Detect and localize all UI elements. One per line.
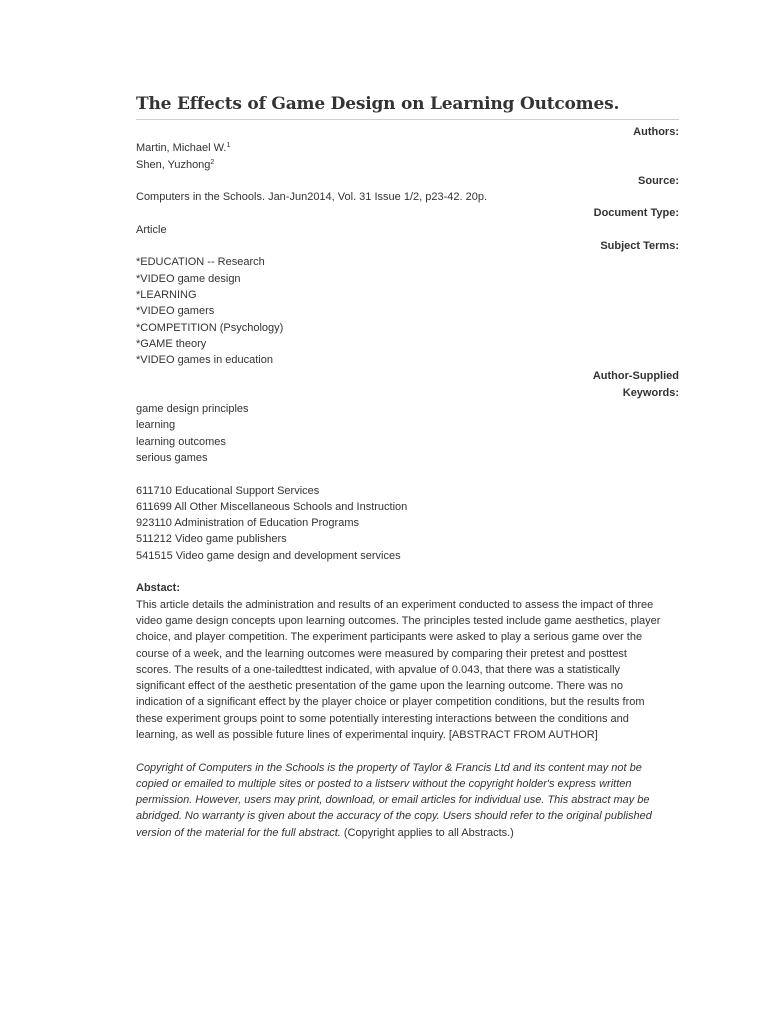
keyword: game design principles [136,403,249,416]
authors-label: Authors: [633,126,679,138]
abstract-line: course of a week, and the learning outcomes were measured by comparing their pretest and posttest [136,647,627,660]
naics-code: 541515 Video game design and development services [136,549,401,562]
abstract-text [136,597,679,744]
document-record [136,92,679,841]
naics-code: 511212 Video game publishers [136,533,287,546]
source-value: Computers in the Schools. Jan-Jun2014, Vol. 31 Issue 1/2, p23-42. 20p. [136,191,488,204]
document-type-value: Article [136,223,167,236]
naics-code: 611710 Educational Support Services [136,484,320,497]
keyword: serious games [136,451,208,464]
abstract-line: choice, and player competition. The experiment participants were asked to play a serious game over the [136,631,643,644]
naics-code: 611699 All Other Miscellaneous Schools and Instruction [136,500,408,513]
subject-term: *LEARNING [136,288,197,301]
keyword: learning [136,419,176,432]
keywords-label: Keywords: [622,386,679,399]
subject-term: *VIDEO games in education [136,354,273,367]
naics-code: 923110 Administration of Education Programs [136,517,359,530]
copyright-line: Copyright of Computers in the Schools is the property of Taylor & Francis Ltd and its content may not be [136,761,642,774]
author-item: Shen, Yuzhong$^2$ [136,158,215,171]
source-label: Source: [638,174,679,187]
subject-terms-label: Subject Terms: [600,240,679,253]
copyright-notice [136,760,679,841]
subject-term: *COMPETITION (Psychology) [136,321,284,334]
copyright-line: abridged. No warranty is given about the accuracy of the copy. Users should refer to the original published [136,810,652,823]
abstract-line: This article details the administration and results of an experiment conducted to assess the impact of three [136,598,654,611]
document-title: The Effects of Game Design on Learning Outcomes. [136,92,679,120]
subject-term: *EDUCATION -- Research [136,256,265,269]
copyright-line: permission. However, users may print, download, or email articles for individual use. This abstract may be [136,794,650,807]
subject-term: *VIDEO game design [136,272,241,285]
abstract-line: these experiment groups point to some potentially interesting interactions between the conditions and [136,712,629,725]
keyword: learning outcomes [136,435,226,448]
abstract-line: significant effect of the aesthetic presentation of the game upon the learning outcome. There was no [136,680,623,693]
subject-term: *VIDEO gamers [136,305,215,318]
abstract-label: Abstact: [136,582,181,595]
author-item: Martin, Michael W.$^1$ [136,142,231,155]
abstract-line: indication of a significant effect by the player choice or player competition conditions, but the results from [136,696,645,709]
document-type-label: Document Type: [593,207,679,220]
abstract-line: video game design concepts upon learning outcomes. The principles tested include game aesthetics, player [136,614,661,627]
copyright-line: version of the material for the full abstract. (Copyright applies to all Abstracts.) [136,826,514,839]
author-supplied-label: Author-Supplied [592,370,679,383]
copyright-line: copied or emailed to multiple sites or posted to a listserv without the copyright holder's express written [136,777,632,790]
abstract-line: scores. The results of a one-tailedttest indicated, with apvalue of 0.043, that there was a statistically [136,663,621,676]
subject-term: *GAME theory [136,337,207,350]
abstract-line: learning, as well as possible future lines of experimental inquiry. [ABSTRACT FROM AUTHOR] [136,728,598,741]
